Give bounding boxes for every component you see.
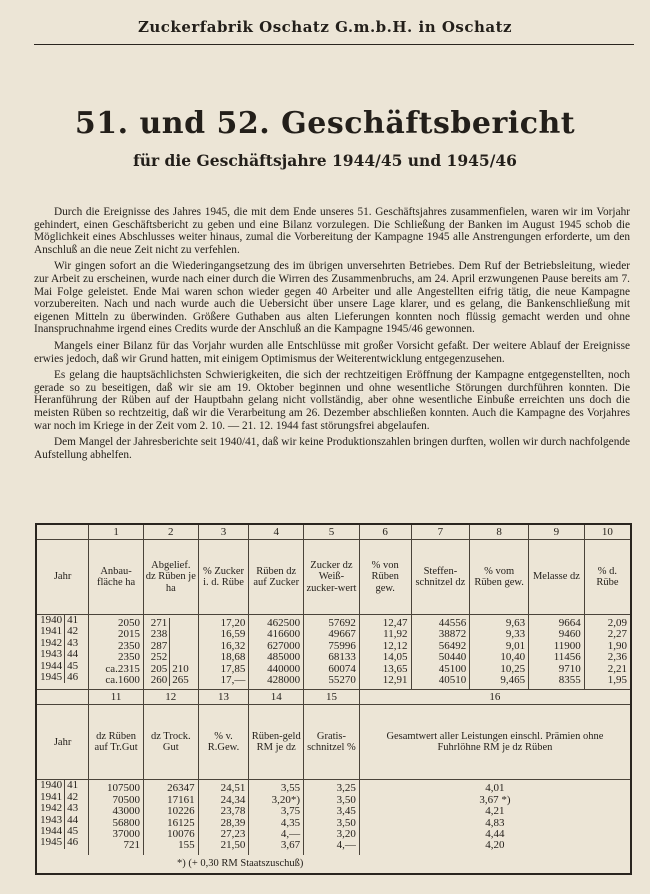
year-start: 1941 xyxy=(38,792,65,803)
column-header: Zucker dz Weiß-zucker-wert xyxy=(304,540,360,615)
cell-value: 462500 xyxy=(267,617,301,629)
cell-value: 38872 xyxy=(438,628,467,641)
header-row xyxy=(36,540,631,615)
data-column-c6 xyxy=(359,615,411,690)
cell-value: 37000 xyxy=(112,827,140,840)
cell-value: 40510 xyxy=(438,673,467,686)
column-number: 2 xyxy=(143,524,198,540)
column-number xyxy=(36,524,89,540)
anbauflaeche-column xyxy=(89,615,144,690)
cell-value: 4,21 xyxy=(485,805,505,818)
year-start: 1941 xyxy=(38,626,65,637)
value-low: 238 xyxy=(149,629,170,640)
cell-value: 2,21 xyxy=(607,662,627,675)
cell-value: 416600 xyxy=(267,628,301,641)
column-number: 14 xyxy=(249,690,304,705)
year-start: 1940 xyxy=(38,780,65,791)
cell-value: 16,32 xyxy=(220,639,246,652)
data-column-c15 xyxy=(304,780,360,855)
value-low: 252 xyxy=(149,652,170,663)
cell-value: 10226 xyxy=(167,805,195,818)
report-title: 51. und 52. Geschäftsbericht xyxy=(74,106,576,141)
column-header: Gesamtwert aller Leistungen einschl. Prämien ohne Fuhrlöhne RM je dz Rüben xyxy=(359,705,631,780)
cell-value: 3,67 xyxy=(280,839,301,852)
cell-value: 155 xyxy=(178,839,195,852)
cell-value: 75996 xyxy=(328,639,356,652)
cell-value: 28,39 xyxy=(220,816,246,829)
cell-value: 24,51 xyxy=(220,782,246,795)
year-end: 46 xyxy=(67,670,79,683)
column-number: 15 xyxy=(304,690,360,705)
data-column-c8 xyxy=(470,615,529,690)
column-number-row xyxy=(36,524,631,540)
cell-value: 17,— xyxy=(220,673,246,686)
paragraph: Es gelang die hauptsächlichsten Schwierigkeiten, die sich der rechtzeitigen Eröffnung der Kampagne entgegenstellten, noch gerade so zu beseitigen, daß wir sie am 19. Oktober beginnen und ohne wesentliche Störungen durchführen konnten. Die Heranführung der Rüben auf der Hauptbahn gelang nicht vollständig, aber ohne wesentliche Einbuße erreichten uns doch die meisten Rüben so rechtzeitig, daß wir die Verarbeitung am 26. Dezember abschließen konnten. Auch die Kampagne des Vorjahres war noch im Kriege in der Zeit vom 2. 10. — 21. 12. 1944 fast störungsfrei abgelaufen. xyxy=(34,369,630,432)
cell-value: 14,05 xyxy=(382,651,408,664)
year-end: 45 xyxy=(67,824,79,837)
data-row xyxy=(36,780,631,855)
gesamtwert-column xyxy=(359,780,631,855)
year-start: 1944 xyxy=(38,661,65,672)
year-value xyxy=(37,672,88,683)
cell-value: 9,63 xyxy=(505,617,526,629)
cell-value: 2,36 xyxy=(607,651,627,664)
cell-value: 11456 xyxy=(553,651,581,664)
column-number: 1 xyxy=(89,524,144,540)
company-header: Zuckerfabrik Oschatz G.m.b.H. in Oschatz xyxy=(137,18,513,36)
value-low: 271 xyxy=(149,618,170,629)
column-number xyxy=(36,690,89,705)
cell-value: 1,95 xyxy=(607,673,627,686)
cell-value: 3,75 xyxy=(280,805,301,818)
cell-value: 107500 xyxy=(106,782,140,795)
cell-value: 2,09 xyxy=(607,617,627,629)
column-header: % v. R.Gew. xyxy=(198,705,249,780)
cell-value: 4,— xyxy=(280,827,301,840)
cell-value: 9710 xyxy=(558,662,581,675)
cell-value: 18,68 xyxy=(220,651,246,664)
cell-value: 3,45 xyxy=(336,805,356,818)
year-value xyxy=(37,803,88,814)
header-row xyxy=(36,705,631,780)
year-end: 44 xyxy=(67,648,79,661)
column-number: 10 xyxy=(584,524,631,540)
cell-value: 3,25 xyxy=(336,782,356,795)
data-column-c9 xyxy=(529,615,585,690)
year-start: 1945 xyxy=(38,837,65,848)
cell-value: 27,23 xyxy=(220,827,246,840)
year-column xyxy=(36,780,89,855)
paragraph: Dem Mangel der Jahresberichte seit 1940/41, daß wir keine Produktionszahlen bringen durften, wollen wir durch nachfolgende Aufstellung abhelfen. xyxy=(34,436,630,461)
cell-value: 17,85 xyxy=(220,662,246,675)
cell-value: 17161 xyxy=(167,793,195,806)
cell-value: 12,12 xyxy=(382,639,408,652)
year-end: 43 xyxy=(67,636,79,649)
cell-value: 9,33 xyxy=(505,628,526,641)
cell-value: 3,20 xyxy=(336,827,356,840)
data-column-c5 xyxy=(304,615,360,690)
column-header: % Zucker i. d. Rübe xyxy=(198,540,249,615)
year-start: 1944 xyxy=(38,826,65,837)
cell-value: 9,465 xyxy=(500,673,526,686)
cell-value: 43000 xyxy=(112,805,140,818)
cell-value: 12,47 xyxy=(382,617,408,629)
cell-value: 13,65 xyxy=(382,662,408,675)
cell-value: 2015 xyxy=(117,628,140,641)
column-header: dz Rüben auf Tr.Gut xyxy=(89,705,144,780)
footnote: *) (+ 0,30 RM Staatszuschuß) xyxy=(177,858,304,870)
column-header: Jahr xyxy=(36,705,89,780)
year-start: 1942 xyxy=(38,638,65,649)
cell-value: 428000 xyxy=(267,673,301,686)
value-low: 260 xyxy=(149,675,170,686)
year-end: 41 xyxy=(67,779,79,792)
cell-value: 3,50 xyxy=(336,816,356,829)
cell-value: ca.2315 xyxy=(105,662,140,675)
cell-value: 50440 xyxy=(438,651,467,664)
cell-value: 4,— xyxy=(336,839,356,852)
cell-value: ca.1600 xyxy=(105,673,140,686)
cell-value: 16,59 xyxy=(220,628,246,641)
cell-value: 49667 xyxy=(328,628,356,641)
column-header: Anbau-fläche ha xyxy=(89,540,144,615)
cell-value: 10,40 xyxy=(500,651,526,664)
column-header: Rüben dz auf Zucker xyxy=(249,540,304,615)
column-header: Rüben-geld RM je dz xyxy=(249,705,304,780)
data-column-c14 xyxy=(249,780,304,855)
data-column-c7 xyxy=(411,615,470,690)
paragraph: Mangels einer Bilanz für das Vorjahr wurden alle Entschlüsse mit großer Vorsicht gefaßt. Der weitere Ablauf der Ereignisse erwies jedoch, daß wir Grund hatten, mit einigem Optimismus der Weiterentwicklung entgegenzusehen. xyxy=(34,339,630,365)
column-header: % von Rüben gew. xyxy=(359,540,411,615)
column-header: % d. Rübe xyxy=(584,540,631,615)
year-column xyxy=(36,615,89,690)
abgeliefert-column xyxy=(143,615,198,690)
cell-value: 627000 xyxy=(267,639,301,652)
cell-value: 4,01 xyxy=(485,782,505,795)
cell-value: 12,91 xyxy=(382,673,408,686)
cell-value: 56800 xyxy=(112,816,140,829)
data-column-c10 xyxy=(584,615,631,690)
year-start: 1943 xyxy=(38,649,65,660)
cell-value: 68133 xyxy=(328,651,356,664)
cell-value: 11900 xyxy=(553,639,581,652)
cell-value: 11,92 xyxy=(383,628,408,641)
data-column-c12 xyxy=(143,780,198,855)
column-number-row xyxy=(36,690,631,705)
year-start: 1942 xyxy=(38,803,65,814)
year-end: 42 xyxy=(67,625,79,638)
cell-value: 4,35 xyxy=(280,816,301,829)
cell-value: 3,67 *) xyxy=(479,793,511,806)
value-high xyxy=(170,629,192,640)
column-number: 6 xyxy=(359,524,411,540)
column-header: Abgelief. dz Rüben je ha xyxy=(143,540,198,615)
cell-value: 55270 xyxy=(328,673,356,686)
cell-value: 2,27 xyxy=(607,628,627,641)
cell-value: 9,01 xyxy=(505,639,526,652)
production-table xyxy=(35,523,632,875)
year-end: 44 xyxy=(67,813,79,826)
value-high xyxy=(170,652,192,663)
data-column-c3 xyxy=(198,615,249,690)
value-high: 210 xyxy=(172,662,189,675)
cell-value: 60074 xyxy=(328,662,356,675)
year-start: 1940 xyxy=(38,615,65,626)
data-row xyxy=(36,615,631,690)
column-number: 7 xyxy=(411,524,470,540)
column-number: 5 xyxy=(304,524,360,540)
value-low: 205 xyxy=(149,664,170,675)
cell-value: 4,44 xyxy=(485,827,505,840)
year-start: 1943 xyxy=(38,815,65,826)
cell-value: 10,25 xyxy=(500,662,526,675)
column-header: dz Trock. Gut xyxy=(143,705,198,780)
year-value xyxy=(37,649,88,660)
year-value xyxy=(37,837,88,848)
value-high: 265 xyxy=(172,673,189,686)
cell-value: 3,20*) xyxy=(271,793,301,806)
column-header: Steffen-schnitzel dz xyxy=(411,540,470,615)
report-body xyxy=(34,206,630,465)
year-end: 42 xyxy=(67,790,79,803)
cell-value: 2350 xyxy=(117,639,140,652)
column-number: 9 xyxy=(529,524,585,540)
cell-value: 70500 xyxy=(112,793,140,806)
year-end: 43 xyxy=(67,802,79,815)
column-number: 4 xyxy=(249,524,304,540)
cell-value: 44556 xyxy=(438,617,467,629)
cell-value: 3,55 xyxy=(280,782,301,795)
cell-value: 9664 xyxy=(558,617,581,629)
year-end: 46 xyxy=(67,836,79,849)
year-start: 1945 xyxy=(38,672,65,683)
cell-value: 1,90 xyxy=(607,639,627,652)
cell-value: 45100 xyxy=(438,662,467,675)
cell-value: 24,34 xyxy=(220,793,246,806)
header-rule xyxy=(34,44,634,45)
data-column-c4 xyxy=(249,615,304,690)
column-number: 12 xyxy=(143,690,198,705)
cell-value: 56492 xyxy=(438,639,467,652)
cell-value: 4,83 xyxy=(485,816,505,829)
column-header: Jahr xyxy=(36,540,89,615)
cell-value: 16125 xyxy=(167,816,195,829)
column-number: 3 xyxy=(198,524,249,540)
cell-value: 4,20 xyxy=(485,839,505,852)
cell-value: 57692 xyxy=(328,617,356,629)
cell-value xyxy=(147,652,195,663)
cell-value: 8355 xyxy=(558,673,581,686)
cell-value: 17,20 xyxy=(220,617,246,629)
cell-value: 26347 xyxy=(167,782,195,795)
paragraph: Durch die Ereignisse des Jahres 1945, die mit dem Ende unseres 51. Geschäftsjahres zusammenfielen, waren wir im Vorjahr gehindert, einen Geschäftsbericht zu geben und eine Bilanz vorzulegen. Die Schließung der Banken im August 1945 schob die Möglichkeit eines Abschlusses weiter hinaus, zumal die Vorbereitung der Kampagne 1945 alle Anstrengungen erforderte, um den Anschluß an die neue Zeit nicht zu verfehlen. xyxy=(34,206,630,256)
column-header: Gratis-schnitzel % xyxy=(304,705,360,780)
footnote-row xyxy=(36,855,631,874)
column-number: 11 xyxy=(89,690,144,705)
value-high xyxy=(170,641,192,652)
year-end: 45 xyxy=(67,659,79,672)
value-low: 287 xyxy=(149,641,170,652)
data-column-c11 xyxy=(89,780,144,855)
cell-value: 440000 xyxy=(267,662,301,675)
cell-value: 9460 xyxy=(558,628,581,641)
cell-value: 2350 xyxy=(117,651,140,664)
cell-value: 10076 xyxy=(167,827,195,840)
cell-value: 23,78 xyxy=(220,805,246,818)
report-subtitle: für die Geschäftsjahre 1944/45 und 1945/46 xyxy=(133,151,517,170)
cell-value: 485000 xyxy=(267,651,301,664)
data-column-c13 xyxy=(198,780,249,855)
column-header: % vom Rüben gew. xyxy=(470,540,529,615)
cell-value: 3,50 xyxy=(336,793,356,806)
cell-value: 2050 xyxy=(117,617,140,629)
paragraph: Wir gingen sofort an die Wiederingangsetzung des im übrigen unversehrten Betriebes. Dem Ruf der Betriebsleitung, wieder zur Arbeit zu erscheinen, wurde nach einer durch die Wirren des Zusammenbruchs, am 24. April erzwungenen Pause bereits am 7. Mai Folge geleistet. Ende Mai waren schon wieder gegen 40 Arbeiter und alle Angestellten eifrig tätig, die neue Kampagne vorzubereiten. Nach und nach wurde auch die Uebersicht über unsere Lage klarer, und es gelang, die Bankenschließung mit eigenen Mitteln zu überwinden. Größere Guthaben aus alten Lieferungen konnten noch flüssig gemacht werden und ohne Inanspruchnahme irgend eines Credits wurde der Anschluß an die Kampagne 1945/46 gewonnen. xyxy=(34,260,630,336)
column-number: 16 xyxy=(359,690,631,705)
column-number: 13 xyxy=(198,690,249,705)
column-number: 8 xyxy=(470,524,529,540)
value-high xyxy=(170,618,192,629)
cell-value xyxy=(147,675,195,686)
column-header: Melasse dz xyxy=(529,540,585,615)
cell-value: 21,50 xyxy=(220,839,246,852)
year-end: 41 xyxy=(67,614,79,626)
cell-value: 721 xyxy=(123,839,140,852)
